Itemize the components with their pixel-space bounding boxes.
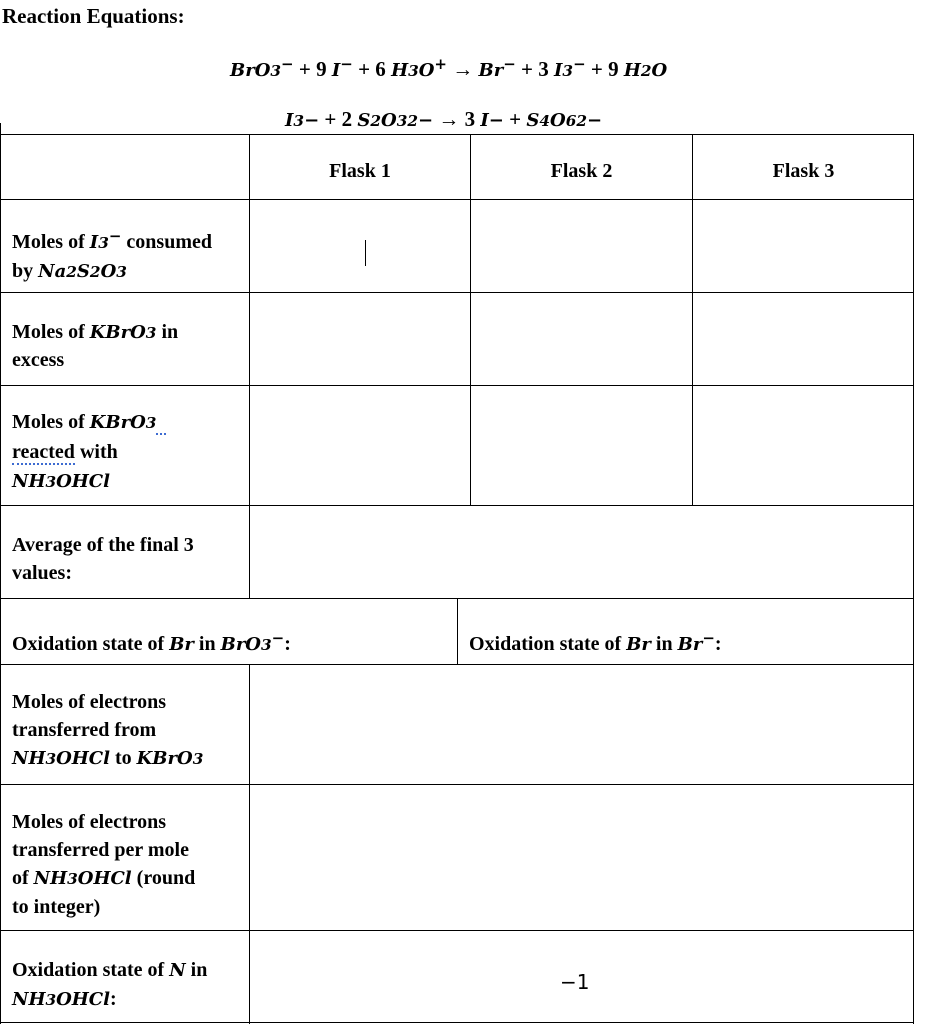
page-title: Reaction Equations: bbox=[2, 4, 185, 28]
row-label-kbro3-excess: Moles of KBrO3 in excess bbox=[12, 321, 179, 371]
table-edge-mark bbox=[0, 123, 1, 134]
row-label-ox-n: Oxidation state of N in NH3OHCl: bbox=[12, 959, 208, 1010]
reaction-equation-1: BrO3− + 9 I− + 6 H3O+ → Br− + 3 I3− + 9 H2O bbox=[230, 55, 668, 81]
cell-kbro3-reacted-flask-3[interactable] bbox=[693, 386, 914, 505]
reaction-equation-2: I3− + 2 S2O32− → 3 I− + S4O62− bbox=[285, 107, 603, 131]
header-flask-2: Flask 2 bbox=[550, 160, 613, 182]
row-label-ox-br-bro3: Oxidation state of Br in BrO3−: bbox=[12, 629, 291, 655]
cell-kbro3-excess-flask-3[interactable] bbox=[693, 293, 914, 385]
value-ox-n[interactable]: −1 bbox=[560, 970, 590, 994]
header-flask-3: Flask 3 bbox=[772, 160, 835, 182]
cell-average[interactable] bbox=[250, 506, 914, 598]
row-label-electrons-per-mole: Moles of electrons transferred per mole of NH3OHCl (round to integer) bbox=[12, 811, 196, 918]
cell-kbro3-reacted-flask-1[interactable] bbox=[250, 386, 470, 505]
cell-moles-i3-flask-3[interactable] bbox=[693, 200, 914, 292]
cell-moles-i3-flask-2[interactable] bbox=[471, 200, 692, 292]
cell-kbro3-reacted-flask-2[interactable] bbox=[471, 386, 692, 505]
cell-electrons-per-mole[interactable] bbox=[250, 785, 914, 930]
row-label-average: Average of the final 3 values: bbox=[12, 534, 194, 584]
cell-electrons-transferred[interactable] bbox=[250, 665, 914, 784]
row-divider bbox=[0, 1022, 914, 1023]
row-label-moles-i3: Moles of I3− consumed by Na2S2O3 bbox=[12, 227, 212, 282]
cell-kbro3-excess-flask-2[interactable] bbox=[471, 293, 692, 385]
cell-kbro3-excess-flask-1[interactable] bbox=[250, 293, 470, 385]
row-label-electrons-transferred: Moles of electrons transferred from NH3OHCl to KBrO3 bbox=[12, 691, 204, 769]
row-label-ox-br-br: Oxidation state of Br in Br−: bbox=[469, 629, 722, 655]
col-divider bbox=[457, 598, 458, 664]
text-cursor bbox=[365, 240, 366, 266]
cell-moles-i3-flask-1[interactable] bbox=[250, 200, 470, 292]
row-divider bbox=[0, 930, 914, 931]
row-label-kbro3-reacted: Moles of KBrO3 reacted with NH3OHCl bbox=[12, 408, 244, 497]
header-flask-1: Flask 1 bbox=[329, 160, 391, 182]
